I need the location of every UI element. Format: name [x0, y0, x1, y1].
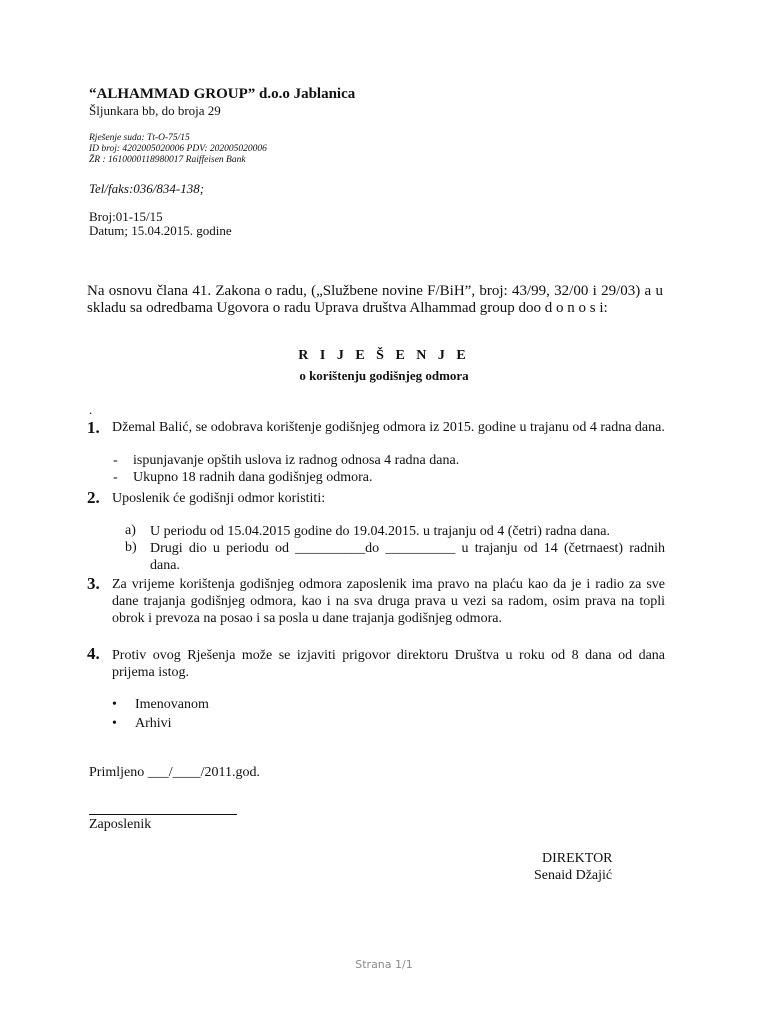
page-footer: Strana 1/1: [355, 958, 413, 971]
director-name: Senaid Džajić: [534, 868, 613, 883]
item-number: 2.: [87, 488, 100, 507]
item-text: Džemal Balić, se odobrava korištenje godišnjeg odmora iz 2015. godine u trajanu od 4 radna dana.: [112, 420, 665, 435]
distribution-item: Imenovanom: [135, 697, 209, 712]
employee-label: Zaposlenik: [89, 817, 152, 832]
item-number: 4.: [87, 644, 100, 663]
item-text: Protiv ovog Rješenja može se izjaviti prigovor direktoru Društva u roku od 8 dana od dana prijema istog.: [112, 648, 665, 680]
item-text: Uposlenik će godišnji odmor koristiti:: [112, 491, 326, 506]
document-title: R I J E Š E N J E: [298, 348, 470, 363]
dash-item: Ukupno 18 radnih dana godišnjeg odmora.: [133, 470, 373, 485]
stray-dot: .: [89, 402, 93, 417]
director-title: DIREKTOR: [542, 851, 613, 866]
bullet-marker: •: [112, 697, 117, 712]
phone-fax: Tel/faks:036/834-138;: [89, 181, 205, 196]
company-name: “ALHAMMAD GROUP” d.o.o Jablanica: [89, 86, 356, 102]
court-registration: Rješenje suda: Tt-O-75/15: [89, 133, 190, 143]
sub-item-text: Drugi dio u periodu od __________do __________ u trajanju od 14 (četrnaest) radnih dana.: [150, 541, 665, 573]
signature-line: [89, 814, 237, 815]
bank-account: ŽR : 1610000118980017 Raiffeisen Bank: [89, 155, 246, 165]
received-line: Primljeno ___/____/2011.god.: [89, 765, 260, 780]
dash-item: ispunjavanje opštih uslova iz radnog odnosa 4 radna dana.: [133, 453, 460, 468]
dash-marker: -: [113, 470, 118, 485]
document-number: Broj:01-15/15: [89, 209, 163, 224]
item-number: 1.: [87, 418, 100, 437]
document-date: Datum; 15.04.2015. godine: [89, 223, 232, 238]
tax-id: ID broj: 4202005020006 PDV: 202005020006: [89, 144, 267, 154]
company-address: Šljunkara bb, do broja 29: [89, 103, 221, 118]
item-number: 3.: [87, 574, 100, 593]
intro-paragraph: Na osnovu člana 41. Zakona o radu, („Službene novine F/BiH”, broj: 43/99, 32/00 i 29/03) a u skladu sa odredbama Ugovora o radu Uprava društva Alhammad group doo d o n o s i:: [87, 283, 663, 316]
sub-item-text: U periodu od 15.04.2015 godine do 19.04.2015. u trajanju od 4 (četri) radna dana.: [150, 524, 610, 539]
sub-item-label: b): [125, 540, 137, 555]
distribution-item: Arhivi: [135, 716, 172, 731]
dash-marker: -: [113, 453, 118, 468]
item-text: Za vrijeme korištenja godišnjeg odmora zaposlenik ima pravo na plaću kao da je i radio za sve dane trajanja godišnjeg odmora, kao i na sva druga prava u vezi sa radom, osim prava na topli obrok i prevoza na posao i sa posla u dane trajanja godišnjeg odmora.: [112, 577, 665, 626]
bullet-marker: •: [112, 716, 117, 731]
document-subtitle: o korištenju godišnjeg odmora: [299, 368, 469, 383]
sub-item-label: a): [125, 523, 136, 538]
